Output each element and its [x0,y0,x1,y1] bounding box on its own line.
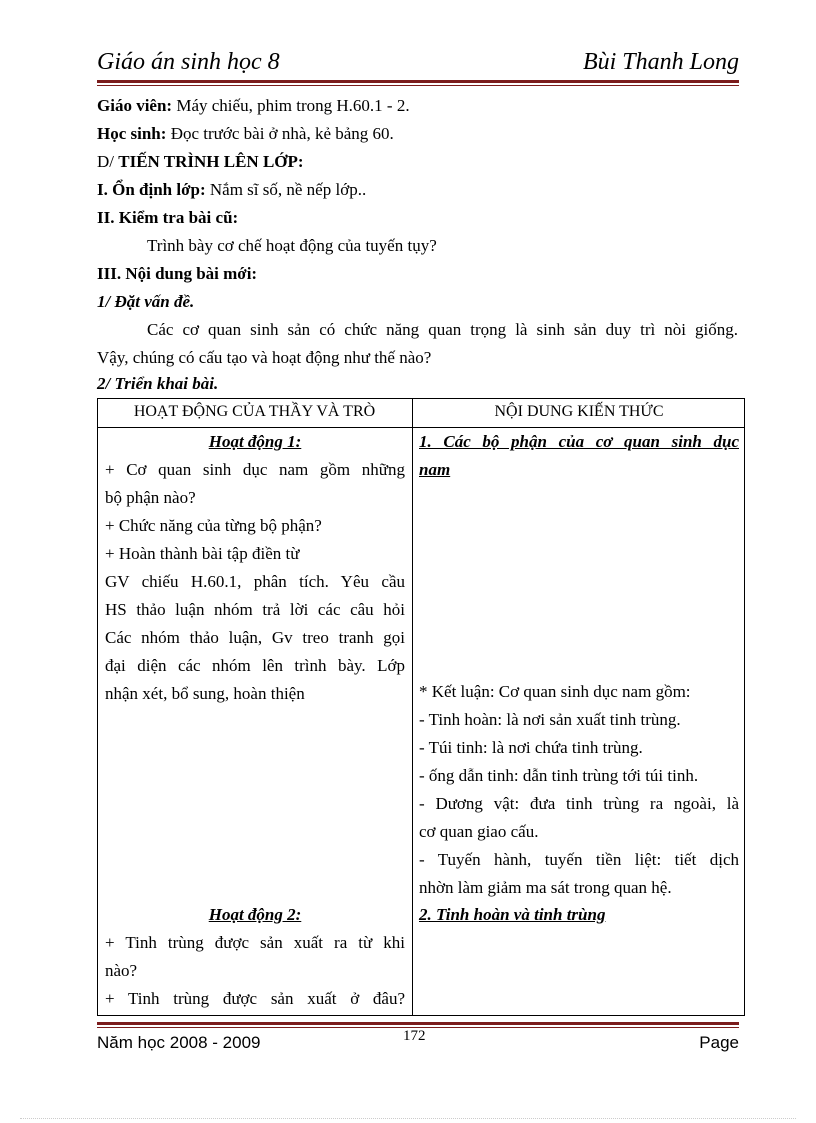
footer-page-number: 172 [403,1028,426,1044]
student-label: Học sinh: [97,124,167,143]
activity-2-cell [105,901,405,1013]
footer-school-year: Năm học 2008 - 2009 [97,1033,261,1052]
conclusion-line: - Dương vật: đưa tinh trùng ra ngoài, là [419,794,739,813]
conclusion-line: - Tinh hoàn: là nơi sản xuất tinh trùng. [419,710,681,729]
teacher-label: Giáo viên: [97,96,173,115]
activity-2-title: Hoạt động 2: [208,905,302,924]
page-header [97,47,739,81]
activity-1-line: bộ phận nào? [105,488,196,507]
section-3-label: III. Nội dung bài mới: [97,264,258,283]
intro-paragraph-line-1: Các cơ quan sinh sản có chức năng quan trọng là sinh sản duy trì nòi giống. [147,320,738,339]
footer-rule-thick [97,1022,739,1025]
table-column-divider [412,398,413,1016]
content-section-2-title: 2. Tinh hoàn và tinh trùng [419,905,606,924]
activity-1-line: + Chức năng của từng bộ phận? [105,516,322,535]
conclusion-line: - Tuyến hành, tuyến tiền liệt: tiết dịch [419,850,739,869]
section-1-text: Nắm sĩ số, nề nếp lớp.. [205,180,367,199]
conclusion-block [419,678,739,902]
conclusion-line: nhờn làm giảm ma sát trong quan hệ. [419,878,672,897]
section-d-prefix: D/ [97,152,119,171]
teacher-line [97,95,410,117]
header-left-title: Giáo án sinh học 8 [97,49,280,75]
conclusion-line: - Túi tinh: là nơi chứa tinh trùng. [419,738,643,757]
section-3-1-heading: 1/ Đặt vấn đề. [97,292,195,311]
header-rule-thin [97,85,739,86]
conclusion-line: * Kết luận: Cơ quan sinh dục nam gồm: [419,682,691,701]
activity-2-line: nào? [105,961,138,980]
activity-2-line: + Tinh trùng được sản xuất ra từ khi [105,933,405,952]
content-section-1 [419,428,739,484]
table-header-activities: HOẠT ĐỘNG CỦA THẦY VÀ TRÒ [133,403,376,420]
section-1-line [97,179,366,201]
section-2-label: II. Kiểm tra bài cũ: [97,208,239,227]
section-2-question: Trình bày cơ chế hoạt động của tuyến tụy? [147,236,437,255]
section-1-label: I. Ổn định lớp: [97,180,206,199]
activity-1-title: Hoạt động 1: [208,432,302,451]
content-section-1-title-cont: nam [419,460,451,479]
conclusion-line: cơ quan giao cấu. [419,822,539,841]
intro-paragraph-line-2: Vậy, chúng có cấu tạo và hoạt động như thế nào? [97,348,432,367]
conclusion-line: - ống dẫn tinh: dẫn tinh trùng tới túi tinh. [419,766,699,785]
activity-1-cell [105,428,405,708]
activity-1-line: Các nhóm thảo luận, Gv treo tranh gọi [105,628,405,647]
content-section-1-title: 1. Các bộ phận của cơ quan sinh dục [419,432,739,451]
activity-1-line: + Cơ quan sinh dục nam gồm những [105,460,405,479]
activity-2-line: + Tinh trùng được sản xuất ở đâu? [105,989,405,1008]
activity-1-line: HS thảo luận nhóm trả lời các câu hỏi [105,600,405,619]
student-line [97,123,394,145]
teacher-text: Máy chiếu, phim trong H.60.1 - 2. [172,96,410,115]
header-rule-thick [97,80,739,83]
activity-1-line: GV chiếu H.60.1, phân tích. Yêu cầu [105,572,405,591]
table-header-content: NỘI DUNG KIẾN THỨC [494,403,664,420]
page-bottom-dotted-border [20,1118,796,1119]
activity-1-line: + Hoàn thành bài tập điền từ [105,544,300,563]
content-section-2 [419,901,739,929]
section-3-2-heading: 2/ Triển khai bài. [97,374,219,393]
footer-page-label: Page [699,1033,739,1052]
section-d-heading [97,151,304,173]
section-d-title: TIẾN TRÌNH LÊN LỚP: [118,152,304,171]
activity-1-line: nhận xét, bổ sung, hoàn thiện [105,684,305,703]
activity-1-line: đại diện các nhóm lên trình bày. Lớp [105,656,405,675]
header-author: Bùi Thanh Long [582,49,739,75]
student-text: Đọc trước bài ở nhà, kẻ bảng 60. [166,124,394,143]
